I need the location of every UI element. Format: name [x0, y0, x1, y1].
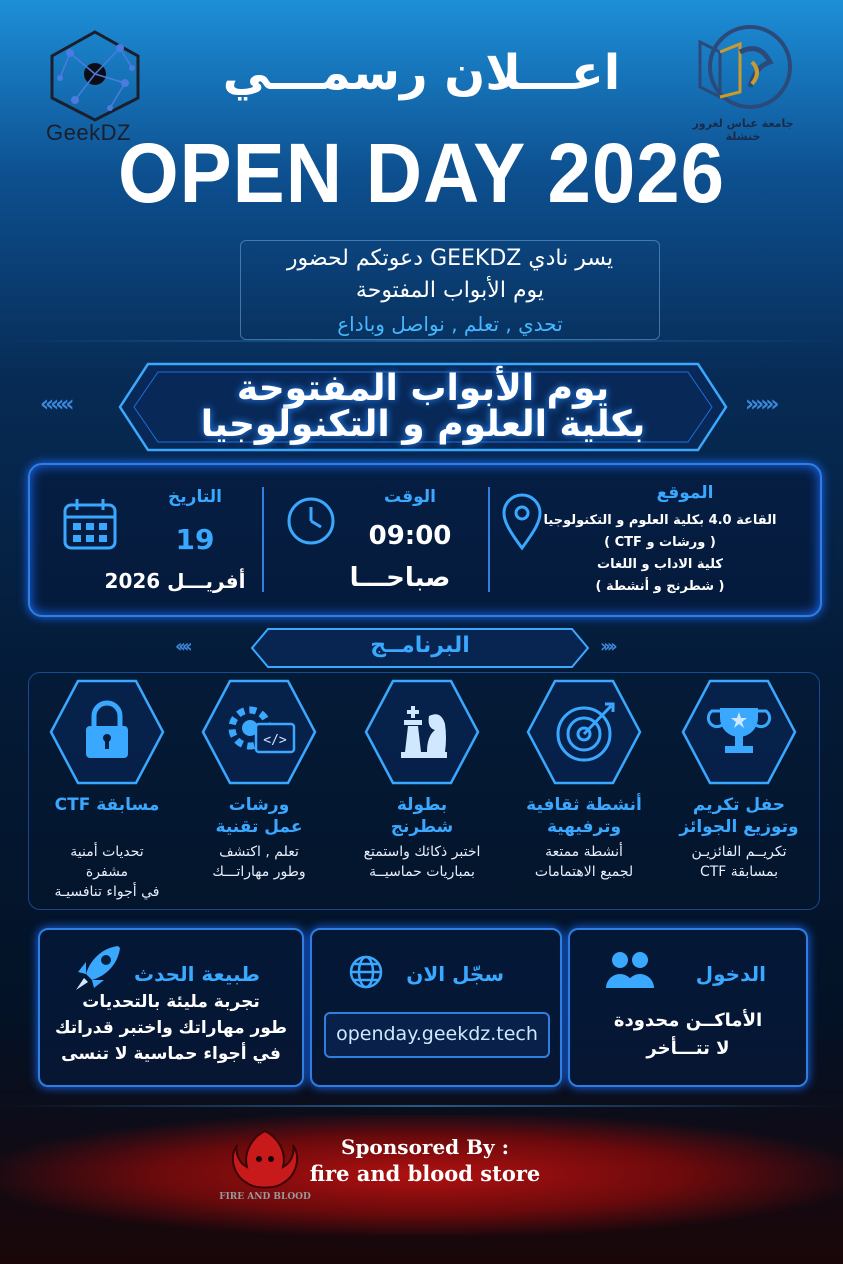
divider-glow [0, 1105, 843, 1107]
university-caption: جامعة عباس لغرور خنشلة [692, 117, 794, 143]
chevrons-decoration: ‹‹‹‹‹‹ [40, 392, 71, 417]
invitation-box [240, 240, 660, 340]
program-item-title [505, 794, 663, 838]
program-heading [250, 627, 590, 669]
date-day: 19 [175, 523, 215, 556]
program-item-title [180, 794, 338, 838]
register-link-box[interactable] [324, 1012, 550, 1058]
program-item-desc-text: أنشطة ممتعة لجميع الاهتمامات [534, 844, 634, 880]
banner-line: يوم الأبواب المفتوحة [236, 368, 610, 409]
nature-title: طبيعة الحدث [134, 962, 260, 986]
program-item-title [343, 794, 501, 838]
chevrons-decoration: ‹‹‹‹ [175, 636, 189, 657]
chevrons-decoration: ›››› [600, 636, 614, 657]
time-label: الوقت [384, 487, 436, 507]
program-item-title-text: مسابقة CTF [54, 795, 160, 815]
users-icon [604, 948, 656, 990]
date-label: التاريخ [168, 487, 222, 507]
program-item-title [660, 794, 818, 838]
announcement-heading: اعـــلان رسمـــي [222, 45, 621, 101]
entry-title: الدخول [695, 962, 766, 986]
register-link[interactable]: openday.geekdz.tech [336, 1023, 538, 1045]
sponsor-section [0, 1115, 843, 1235]
location-line: القاعة 4.0 بكلية العلوم و التكنولوجيا [543, 513, 777, 528]
time-period: صباحـــا [349, 563, 451, 593]
location-line: ( ورشات و CTF ) [604, 535, 716, 550]
program-item-title-text: بطولة شطرنج [390, 795, 454, 837]
event-banner [118, 362, 728, 452]
clock-icon [285, 495, 337, 547]
location-line: كلية الاداب و اللغات [597, 557, 723, 572]
chevrons-decoration: ›››››› [745, 392, 776, 417]
banner-line: بكلية العلوم و التكنولوجيا [200, 404, 646, 445]
sponsor-label: Sponsored By : [341, 1135, 509, 1159]
date-month-year: أفريـــل 2026 [104, 569, 246, 593]
invitation-line: يوم الأبواب المفتوحة [355, 278, 545, 303]
program-item-title-text: ورشات عمل تقنية [215, 795, 303, 837]
register-card [310, 928, 562, 1087]
invitation-line: يسر نادي GEEKDZ دعوتكم لحضور [286, 246, 614, 271]
program-item-title [28, 794, 186, 816]
calendar-icon [62, 497, 118, 551]
entry-line: لا تتـــأخر [646, 1038, 730, 1059]
program-item-title-text: حفل تكريم وتوزيع الجوائز [679, 795, 799, 837]
program-item-desc [505, 842, 663, 882]
sponsor-name: fire and blood store [309, 1161, 541, 1186]
entry-line: الأماكــن محدودة [613, 1010, 763, 1031]
hexagon-frame [363, 678, 481, 786]
rocket-icon [70, 940, 126, 996]
program-item-awards [660, 678, 818, 908]
entry-card [568, 928, 808, 1087]
program-item-desc-text: تعلم , اكتشف وطور مهاراتـــك [212, 844, 306, 880]
hexagon-frame [680, 678, 798, 786]
brand-name: GeekDZ [46, 120, 131, 145]
location-label: الموقع [656, 483, 714, 503]
location-line: ( شطرنج و أنشطة ) [595, 579, 725, 594]
svg-text:</>: </> [263, 733, 287, 748]
program-title: البرنامــج [370, 633, 470, 658]
hexagon-frame [48, 678, 166, 786]
invitation-slogan: تحدي , تعلم , نواصل وباداع [337, 312, 563, 336]
divider [488, 487, 490, 592]
nature-line: طور مهاراتك واختبر قدراتك [54, 1018, 288, 1038]
program-item-workshops [180, 678, 338, 908]
svg-text:FIRE AND BLOOD: FIRE AND BLOOD [219, 1192, 311, 1202]
program-item-desc-text: تحديات أمنية مشفرة في أجواء تنافسيـة [54, 844, 160, 900]
event-info-panel [28, 463, 822, 617]
program-item-desc [28, 842, 186, 902]
nature-line: في أجواء حماسية لا تنسى [61, 1044, 281, 1064]
nature-line: تجربة مليئة بالتحديات [82, 992, 260, 1012]
program-item-desc-text: اختبر ذكائك واستمتع بمباريات حماسيــة [363, 844, 481, 880]
program-item-title-text: أنشطة ثقافية وترفيهية [526, 795, 642, 837]
program-item-desc [660, 842, 818, 882]
program-item-ctf [28, 678, 186, 908]
program-item-desc [180, 842, 338, 882]
divider-glow [0, 340, 843, 342]
program-item-cultural [505, 678, 663, 908]
divider [262, 487, 264, 592]
time-value: 09:00 [368, 521, 452, 551]
register-title: سجّل الان [406, 962, 504, 986]
globe-icon [348, 954, 384, 990]
hexagon-frame [525, 678, 643, 786]
page-title: OPEN DAY 2026 [117, 125, 726, 221]
program-item-chess [343, 678, 501, 908]
nature-card [38, 928, 304, 1087]
program-item-desc-text: تكريــم الفائزيـن بمسابقة CTF [691, 844, 787, 880]
hexagon-frame [200, 678, 318, 786]
program-item-desc [343, 842, 501, 882]
